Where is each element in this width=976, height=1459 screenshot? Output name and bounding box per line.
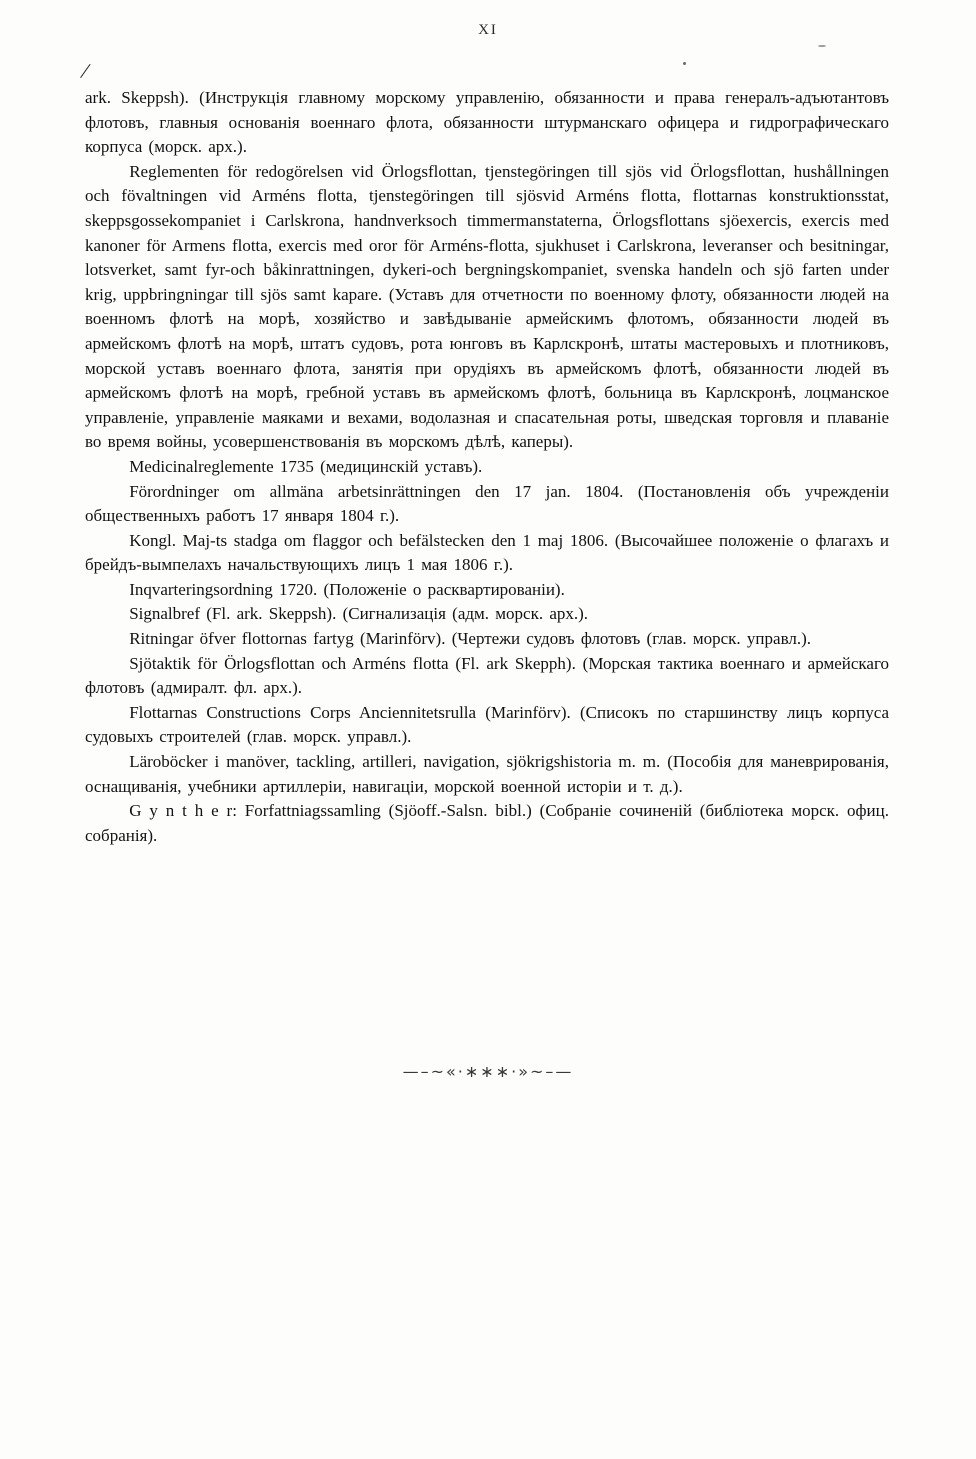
end-ornament: —–~«·∗∗∗·»~–— [402,1062,574,1081]
paragraph-continuation: ark. Skeppsh). (Инструкція главному морскому управленію, обязанности и права генералъ-адъютантовъ флотовъ, главныя основанія военнаго флота, обязанности штурманскаго офицера и гидрографическаго корпуса (морск. арх.). [85,88,889,157]
paragraph: G y n t h e r: Forfattniagssamling (Sjöoff.-Salsn. bibl.) (Собраніе сочиненій (библіотека морск. офиц. собранія). [85,801,889,845]
page-number: XI [478,22,498,38]
paragraph: Medicinalreglemente 1735 (медицинскій уставъ). [129,456,483,476]
handwritten-slash-mark: / [80,57,90,84]
scan-speck [683,62,686,65]
paragraph: Inqvarteringsordning 1720. (Положеніе о расквартированіи). [129,579,565,599]
paragraph: Ritningar öfver flottornas fartyg (Marinförv). (Чертежи судовъ флотовъ (глав. морск. управл.). [129,629,812,649]
paragraph: Sjötaktik för Örlogsflottan och Arméns flotta (Fl. ark Skepph). (Морская тактика военнаго и армейскаго флотовъ (адмиралт. фл. арх.). [85,653,889,698]
paragraph: Flottarnas Constructions Corps Anciennitetsrulla (Marinförv). (Списокъ по старшинству лицъ корпуса судовыхъ строителей (глав. морск. управл.). [85,702,889,747]
paragraph: Signalbref (Fl. ark. Skeppsh). (Сигнализація (адм. морск. арх.). [129,604,589,624]
text-block [85,86,889,848]
paragraph: Läroböcker i manöver, tackling, artilleri, navigation, sjökrigshistoria m. m. (Пособія для маневрированія, оснащиванія, учебники артиллеріи, навигаціи, морской военной исторіи и т. д.). [85,752,889,796]
paragraph: Kongl. Maj-ts stadga om flaggor och befälstecken den 1 maj 1806. (Высочайшее положеніе о флагахъ и брейдъ-вымпелахъ начальствующихъ лицъ 1 мая 1806 г.). [85,530,889,575]
paragraph: Förordninger om allmäna arbetsinrättningen den 17 jan. 1804. (Постановленія объ учрежденіи общественныхъ работъ 17 января 1804 г.). [85,481,889,526]
scan-speck [818,45,826,47]
paragraph: Reglementen för redogörelsen vid Örlogsflottan, tjenstegöringen till sjös vid Örlogsflottan, hushållningen och fövaltningen vid Arméns flotta, tjenstegöringen till sjösvid Arméns flotta, flottarnas konstruktionsstat, skeppsgossekompaniet i Carlskrona, handnverksoch timmermanstaterna, Örlogsflottans sjöexercis, exercis med kanoner för Armens flotta, exercis med oror för Arméns-flotta, sjukhuset i Carlskrona, leveranser och besitningar, lotsverket, samt fyr-och båkinrattningen, dykeri-och bergningskompaniet, svenska handeln och sjö farten under krig, uppbringningar till sjös samt kapare. (Уставъ для отчетности по военному флоту, обязанности людей на военномъ флотѣ на морѣ, хозяйство и завѣдываніе армейскимъ флотомъ, обязанности людей въ армейскомъ флотѣ на морѣ, штатъ судовъ, рота юнговъ въ Карлскронѣ, штаты мастеровыхъ и плотниковъ, морской уставъ военнаго флота, занятія при орудіяхъ въ армейскомъ флотѣ, обязанности людей въ армейскомъ флотѣ на морѣ, гребной уставъ въ армейскомъ флотѣ, больница въ Карлскронѣ, лоцманское управленіе, управленіе маяками и вехами, водолазная и спасательная роты, шведская торговля и плаваніе во время войны, усовершенствованія въ морскомъ дѣлѣ, каперы). [85,161,889,452]
